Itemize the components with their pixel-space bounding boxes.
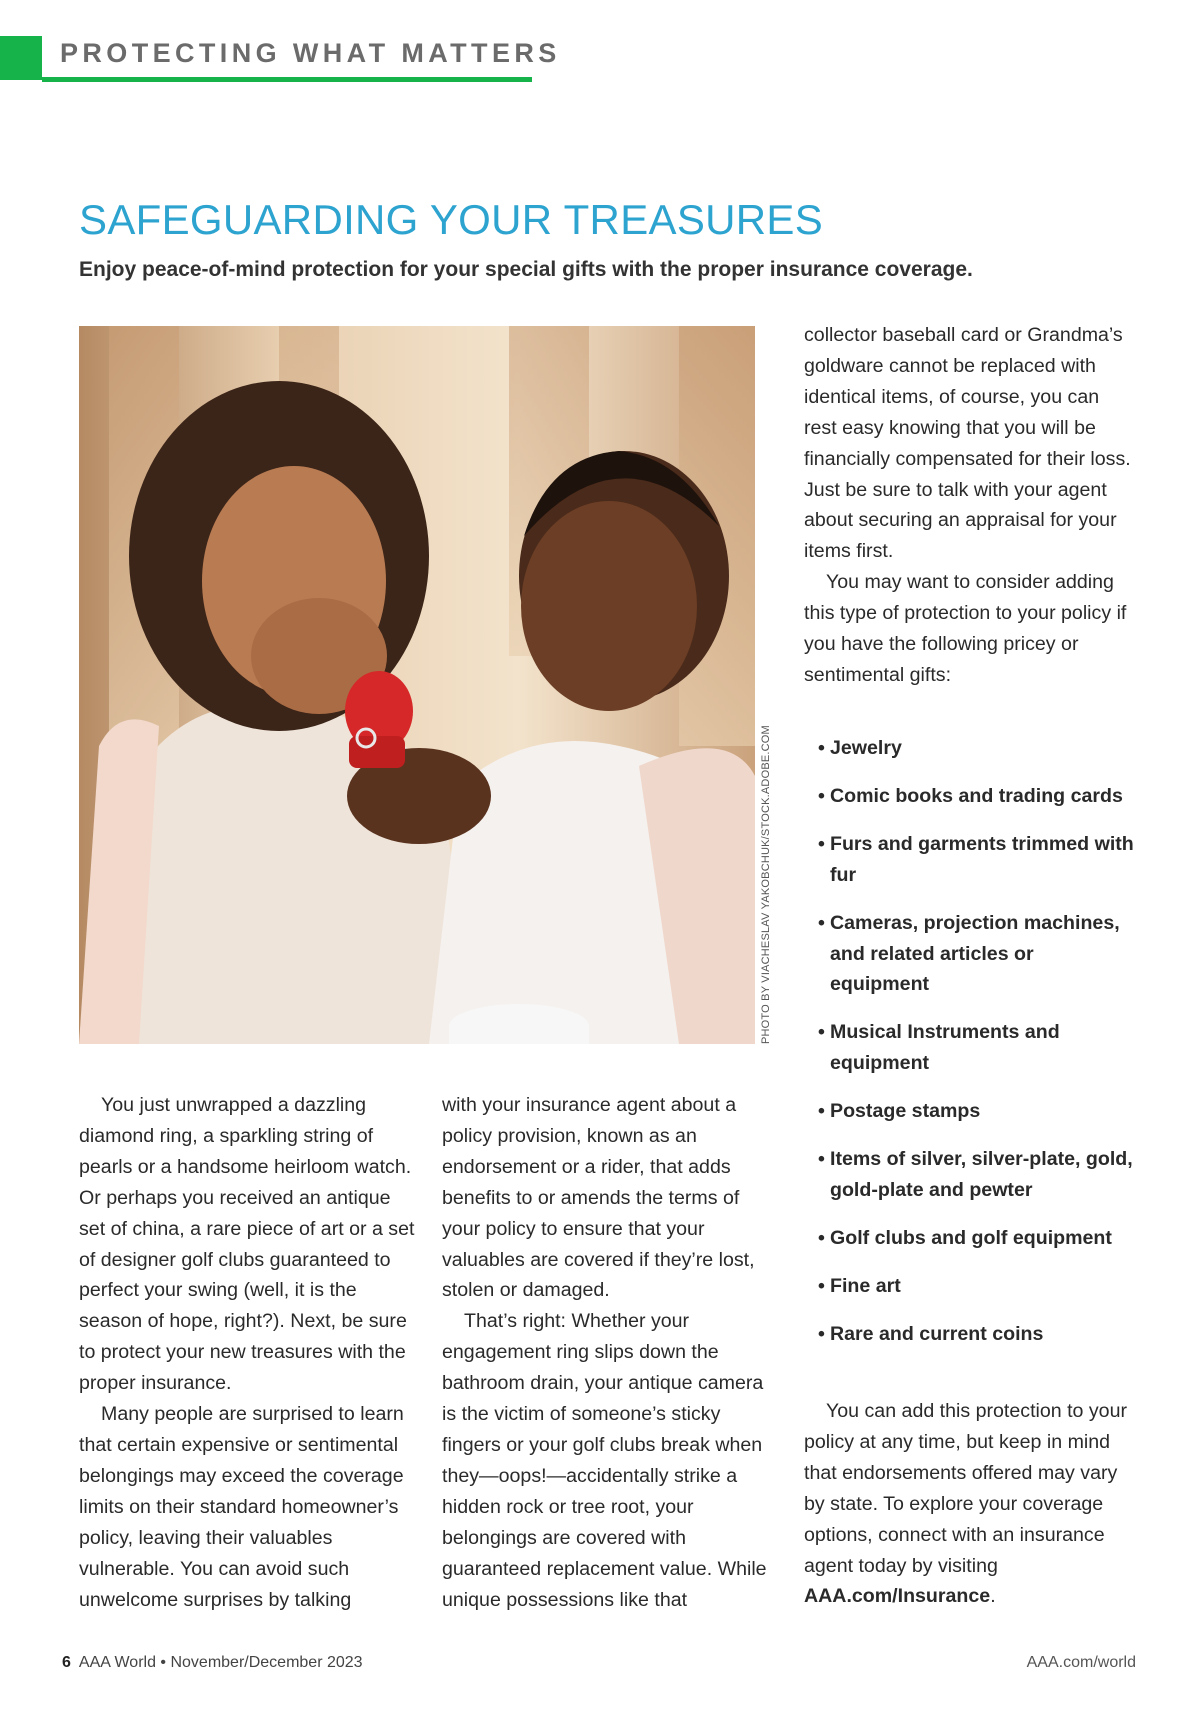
list-item: • Comic books and trading cards xyxy=(818,781,1138,812)
closing-paragraph xyxy=(804,1396,1134,1612)
paragraph: That’s right: Whether your engagement ring slips down the bathroom drain, your antique camera is the victim of someone’s sticky fingers or your golf clubs break when they—oops!—accidentally strike a hidden rock or tree root, your belongings are covered with guaranteed replacement value. While unique possessions like that xyxy=(442,1310,767,1611)
article-headline: SAFEGUARDING YOUR TREASURES xyxy=(79,196,824,243)
footer-left xyxy=(62,1654,363,1672)
list-item: • Jewelry xyxy=(818,733,1138,764)
list-item: • Items of silver, silver-plate, gold, gold-plate and pewter xyxy=(818,1144,1138,1206)
article-column-2 xyxy=(442,1090,776,1615)
section-underline xyxy=(42,77,532,82)
list-item: • Fine art xyxy=(818,1271,1138,1302)
insurance-link[interactable]: AAA.com/Insurance xyxy=(804,1585,991,1608)
article-column-1 xyxy=(79,1090,417,1615)
article-dek: Enjoy peace-of-mind protection for your special gifts with the proper insurance coverage. xyxy=(79,258,973,281)
paragraph xyxy=(804,1396,1134,1612)
section-accent-bar xyxy=(0,36,42,80)
article-photo xyxy=(79,326,755,1044)
list-item: • Furs and garments trimmed with fur xyxy=(818,829,1138,891)
closing-text: You can add this protection to your policy at any time, but keep in mind that endorsements offered may vary by state. To explore your coverage options, connect with an insurance agent today by visiting xyxy=(804,1400,1128,1577)
paragraph: You just unwrapped a dazzling diamond ring, a sparkling string of pearls or a handsome heirloom watch. Or perhaps you received an antique set of china, a rare piece of art or a set of designer golf clubs guaranteed to perfect your swing (well, it is the season of hope, right?). Next, be sure to protect your new treasures with the proper insurance. xyxy=(79,1094,415,1395)
gift-list xyxy=(818,733,1138,1367)
paragraph: You may want to consider adding this type of protection to your policy if you have the following pricey or sentimental gifts: xyxy=(804,571,1127,686)
publication-info: AAA World • November/December 2023 xyxy=(78,1654,363,1671)
section-title: PROTECTING WHAT MATTERS xyxy=(60,38,561,68)
paragraph: Many people are surprised to learn that certain expensive or sentimental belongings may exceed the coverage limits on their standard homeowner’s policy, leaving their valuables vulnerable. You can avoid such unwelcome surprises by talking xyxy=(79,1403,404,1611)
couple-proposal-illustration xyxy=(79,326,755,1044)
list-item: • Cameras, projection machines, and related articles or equipment xyxy=(818,908,1138,1001)
paragraph: collector baseball card or Grandma’s goldware cannot be replaced with identical items, of course, you can rest easy knowing that you will be financially compensated for their loss. Just be sure to talk with your agent about securing an appraisal for your items first. xyxy=(804,324,1131,563)
photo-credit: PHOTO BY VIACHESLAV YAKOBCHUK/STOCK.ADOBE.COM xyxy=(760,725,772,1044)
closing-period: . xyxy=(990,1585,996,1608)
page-number: 6 xyxy=(62,1654,71,1671)
list-item: • Postage stamps xyxy=(818,1096,1138,1127)
paragraph: with your insurance agent about a policy provision, known as an endorsement or a rider, that adds benefits to or amends the terms of your policy to ensure that your valuables are covered if they’re lost, stolen or damaged. xyxy=(442,1094,755,1302)
list-item: • Golf clubs and golf equipment xyxy=(818,1223,1138,1254)
list-item: • Rare and current coins xyxy=(818,1319,1138,1350)
article-column-3 xyxy=(804,320,1134,691)
list-item: • Musical Instruments and equipment xyxy=(818,1017,1138,1079)
footer-url[interactable]: AAA.com/world xyxy=(1026,1654,1136,1671)
